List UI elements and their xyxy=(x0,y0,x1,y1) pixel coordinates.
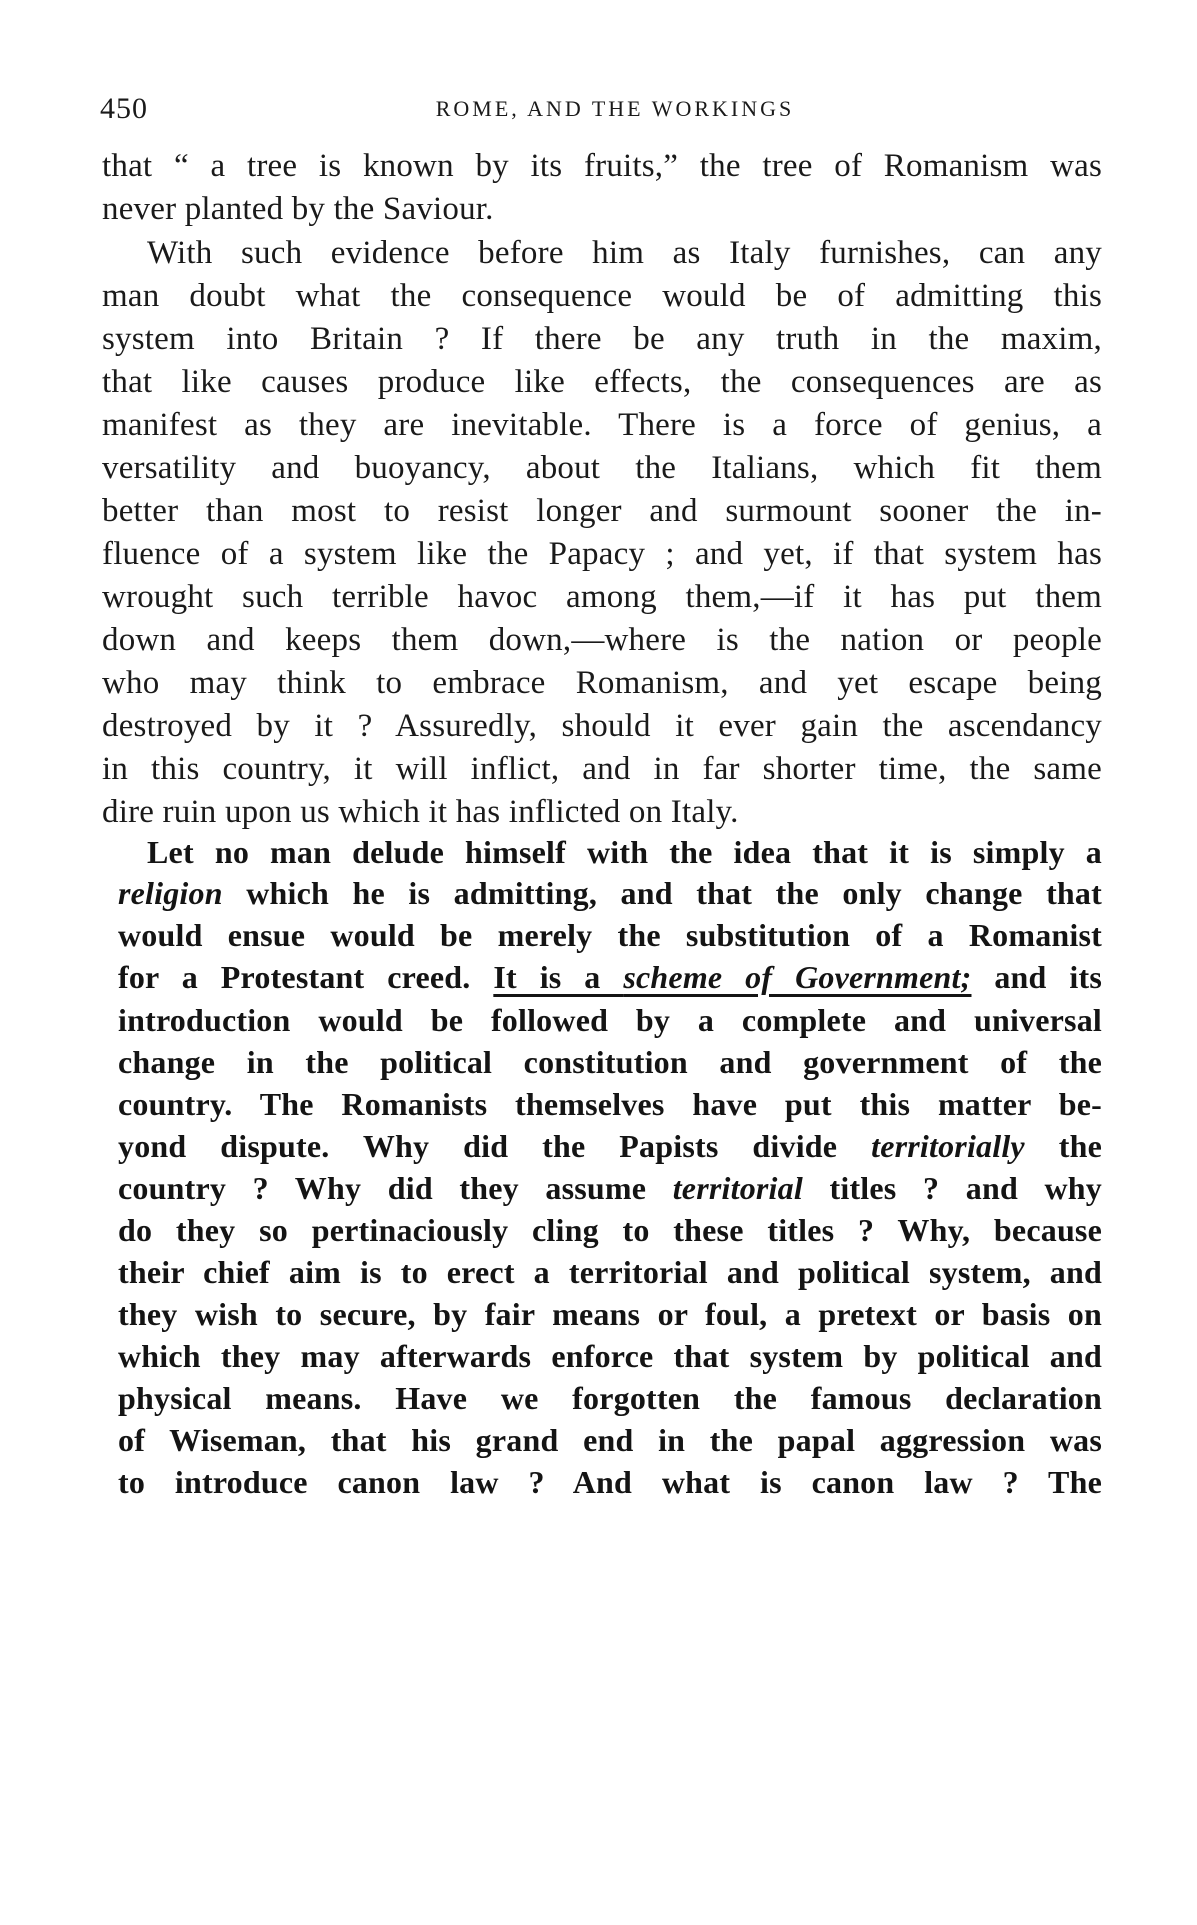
text-line: which they may afterwards enforce that system by political and xyxy=(118,1338,1102,1374)
text-line: who may think to embrace Romanism, and yet escape being xyxy=(102,665,1102,701)
text-line: down and keeps them down,—where is the nation or people xyxy=(102,622,1102,658)
text-line: change in the political constitution and government of the xyxy=(118,1044,1102,1080)
running-title: ROME, AND THE WORKINGS xyxy=(435,96,795,121)
text-line: Let no man delude himself with the idea that it is simply a xyxy=(147,834,1102,870)
text-line: for a Protestant creed. It is a scheme of Government; and its xyxy=(118,959,1102,995)
text-line: physical means. Have we forgotten the famous declaration xyxy=(118,1380,1102,1416)
text-line: in this country, it will inflict, and in far shorter time, the same xyxy=(102,751,1102,787)
text-line: country ? Why did they assume territorial titles ? and why xyxy=(118,1170,1103,1206)
text-line: never planted by the Saviour. xyxy=(102,191,494,227)
text-line: they wish to secure, by fair means or foul, a pretext or basis on xyxy=(118,1296,1102,1332)
text-line: dire ruin upon us which it has inflicted on Italy. xyxy=(102,794,739,830)
text-line: their chief aim is to erect a territorial and political system, and xyxy=(118,1254,1102,1290)
text-line: introduction would be followed by a complete and universal xyxy=(118,1002,1102,1038)
text-line: that like causes produce like effects, the consequences are as xyxy=(102,364,1102,400)
page-number: 450 xyxy=(100,92,148,125)
text-line: system into Britain ? If there be any truth in the maxim, xyxy=(102,321,1102,357)
text-line: fluence of a system like the Papacy ; and yet, if that system has xyxy=(102,536,1102,572)
text-line: yond dispute. Why did the Papists divide territorially the xyxy=(118,1128,1102,1164)
text-line: country. The Romanists themselves have put this matter be- xyxy=(118,1086,1102,1122)
text-line: do they so pertinaciously cling to these titles ? Why, because xyxy=(118,1212,1102,1248)
text-line: man doubt what the consequence would be of admitting this xyxy=(102,278,1102,314)
text-line: religion which he is admitting, and that the only change that xyxy=(118,875,1102,911)
text-line: better than most to resist longer and surmount sooner the in- xyxy=(102,493,1102,529)
text-line: With such evidence before him as Italy furnishes, can any xyxy=(147,235,1102,271)
text-line: that “ a tree is known by its fruits,” the tree of Romanism was xyxy=(102,148,1102,184)
italic-text: religion xyxy=(118,875,223,911)
underlined-phrase: It is a scheme of Government; xyxy=(493,959,972,995)
text-line: manifest as they are inevitable. There is a force of genius, a xyxy=(102,407,1102,443)
text-line: to introduce canon law ? And what is canon law ? The xyxy=(118,1464,1102,1500)
page-header xyxy=(100,92,1110,132)
text-line: wrought such terrible havoc among them,—if it has put them xyxy=(102,579,1102,615)
text-line: versatility and buoyancy, about the Italians, which fit them xyxy=(102,450,1102,486)
text-line: of Wiseman, that his grand end in the papal aggression was xyxy=(118,1422,1102,1458)
text-line: destroyed by it ? Assuredly, should it ever gain the ascendancy xyxy=(102,708,1102,744)
text-line: would ensue would be merely the substitution of a Romanist xyxy=(118,917,1102,953)
